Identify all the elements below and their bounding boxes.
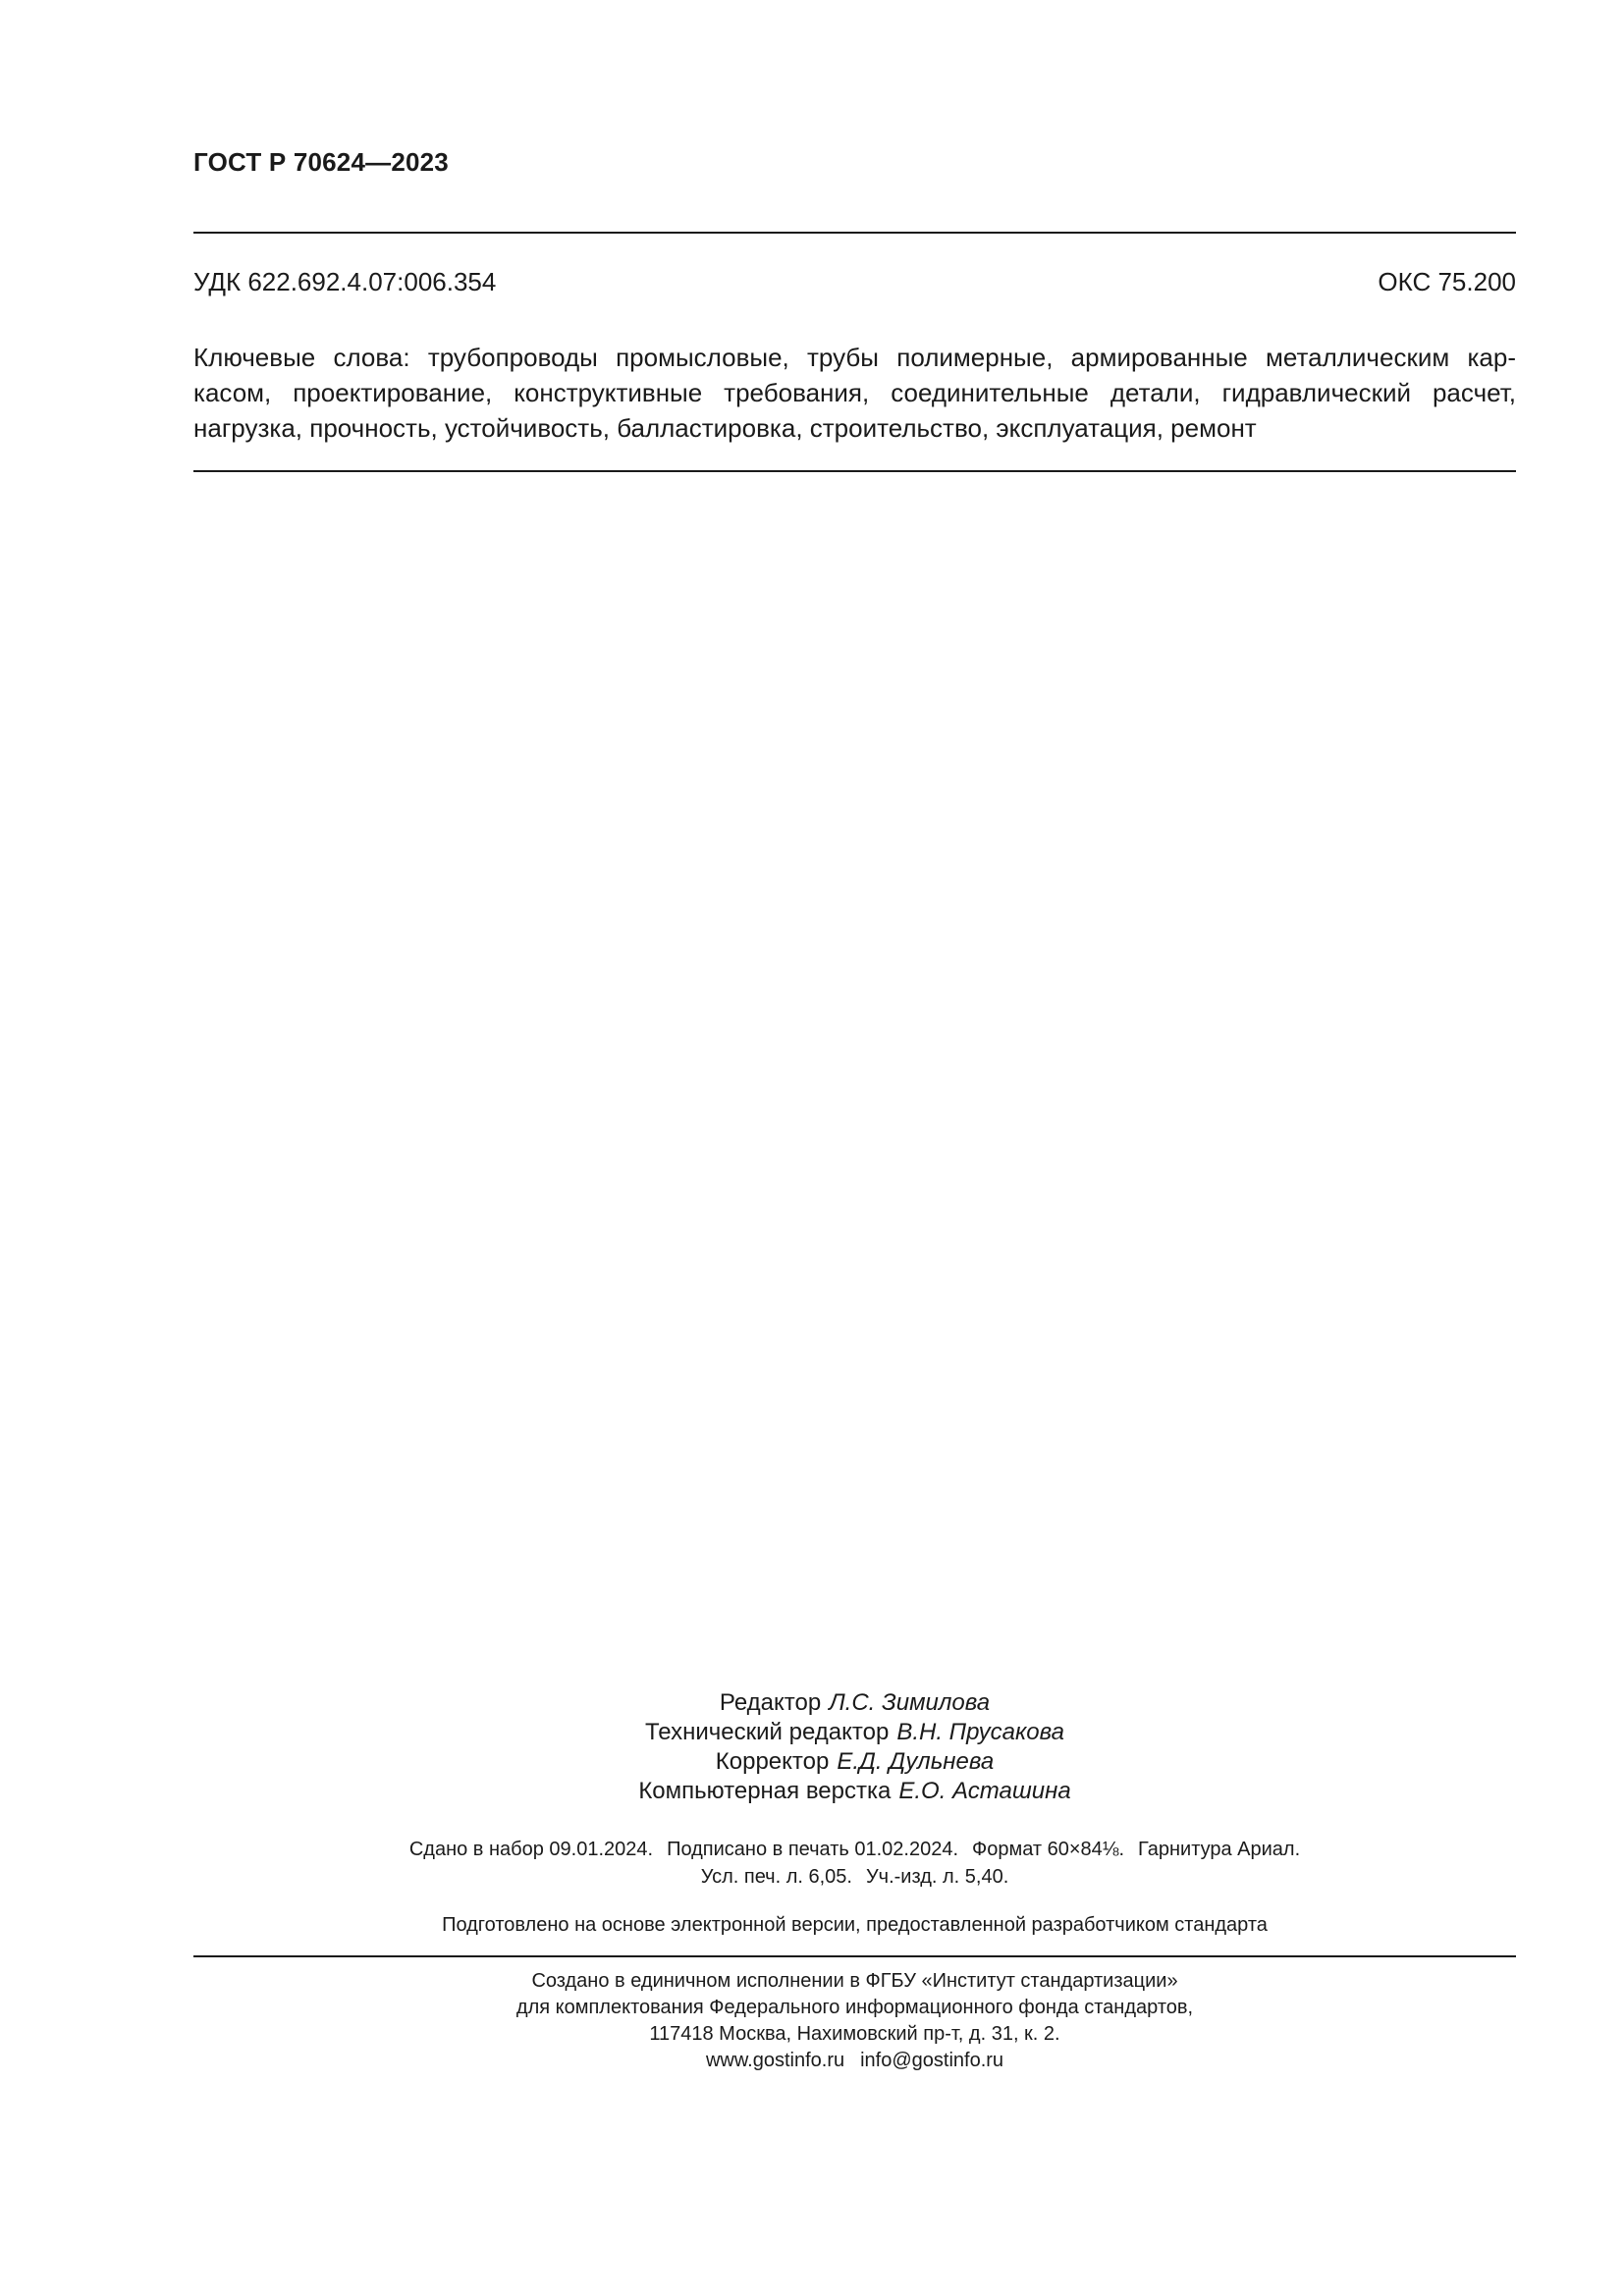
print-sheets: Усл. печ. л. 6,05.	[700, 1866, 852, 1888]
signed-date: Подписано в печать 01.02.2024.	[667, 1839, 959, 1860]
udk-code: УДК 622.692.4.07:006.354	[193, 267, 497, 296]
keywords-block	[193, 340, 1516, 446]
keywords-divider	[193, 470, 1516, 472]
prepared-note: Подготовлено на основе электронной версии, предоставленной разработчиком стандарта	[442, 1914, 1268, 1936]
credit-role: Редактор	[719, 1689, 822, 1716]
credit-tech-editor	[193, 1718, 1516, 1747]
credit-role: Корректор	[715, 1748, 830, 1775]
print-info	[193, 1836, 1516, 1891]
footer-line-2: для комплектования Федерального информационного фонда стандартов,	[515, 1997, 1194, 2018]
footer-divider	[193, 1955, 1516, 1957]
top-divider	[193, 232, 1516, 234]
document-code: ГОСТ Р 70624—2023	[193, 147, 449, 177]
keywords-line-3: нагрузка, прочность, устойчивость, балластировка, строительство, эксплуатация, ремонт	[193, 413, 1257, 443]
print-info-line-1	[193, 1836, 1516, 1863]
credit-name: Е.О. Асташина	[898, 1778, 1071, 1804]
keywords-line-2: касом, проектирование, конструктивные требования, соединительные детали, гидравлический расчет,	[193, 378, 1516, 407]
credit-name: В.Н. Прусакова	[896, 1719, 1064, 1745]
credit-editor	[193, 1688, 1516, 1718]
footer-line-1: Создано в единичном исполнении в ФГБУ «Институт стандартизации»	[531, 1970, 1178, 1992]
credit-name: Л.С. Зимилова	[829, 1689, 991, 1716]
publisher-footer	[193, 1968, 1516, 2074]
typeface: Гарнитура Ариал.	[1138, 1839, 1301, 1860]
print-info-line-2	[193, 1863, 1516, 1891]
email-link[interactable]: info@gostinfo.ru	[860, 2050, 1004, 2071]
publishing-sheets: Уч.-изд. л. 5,40.	[865, 1866, 1009, 1888]
credit-name: Е.Д. Дульнева	[837, 1748, 995, 1775]
website-link[interactable]: www.gostinfo.ru	[705, 2050, 845, 2071]
credit-proofreader	[193, 1747, 1516, 1777]
keywords-line-1: Ключевые слова: трубопроводы промысловые, трубы полимерные, армированные металлическим кар-	[193, 343, 1516, 372]
footer-contacts	[193, 2048, 1516, 2074]
credit-role: Компьютерная верстка	[638, 1778, 892, 1804]
print-format: Формат 60×84⅛.	[972, 1839, 1125, 1860]
credits-block	[193, 1688, 1516, 1806]
typeset-date: Сдано в набор 09.01.2024.	[408, 1839, 654, 1860]
footer-address: 117418 Москва, Нахимовский пр-т, д. 31, к. 2.	[649, 2023, 1060, 2045]
credit-layout	[193, 1777, 1516, 1806]
credit-role: Технический редактор	[644, 1719, 890, 1745]
oks-code: ОКС 75.200	[1378, 267, 1516, 296]
